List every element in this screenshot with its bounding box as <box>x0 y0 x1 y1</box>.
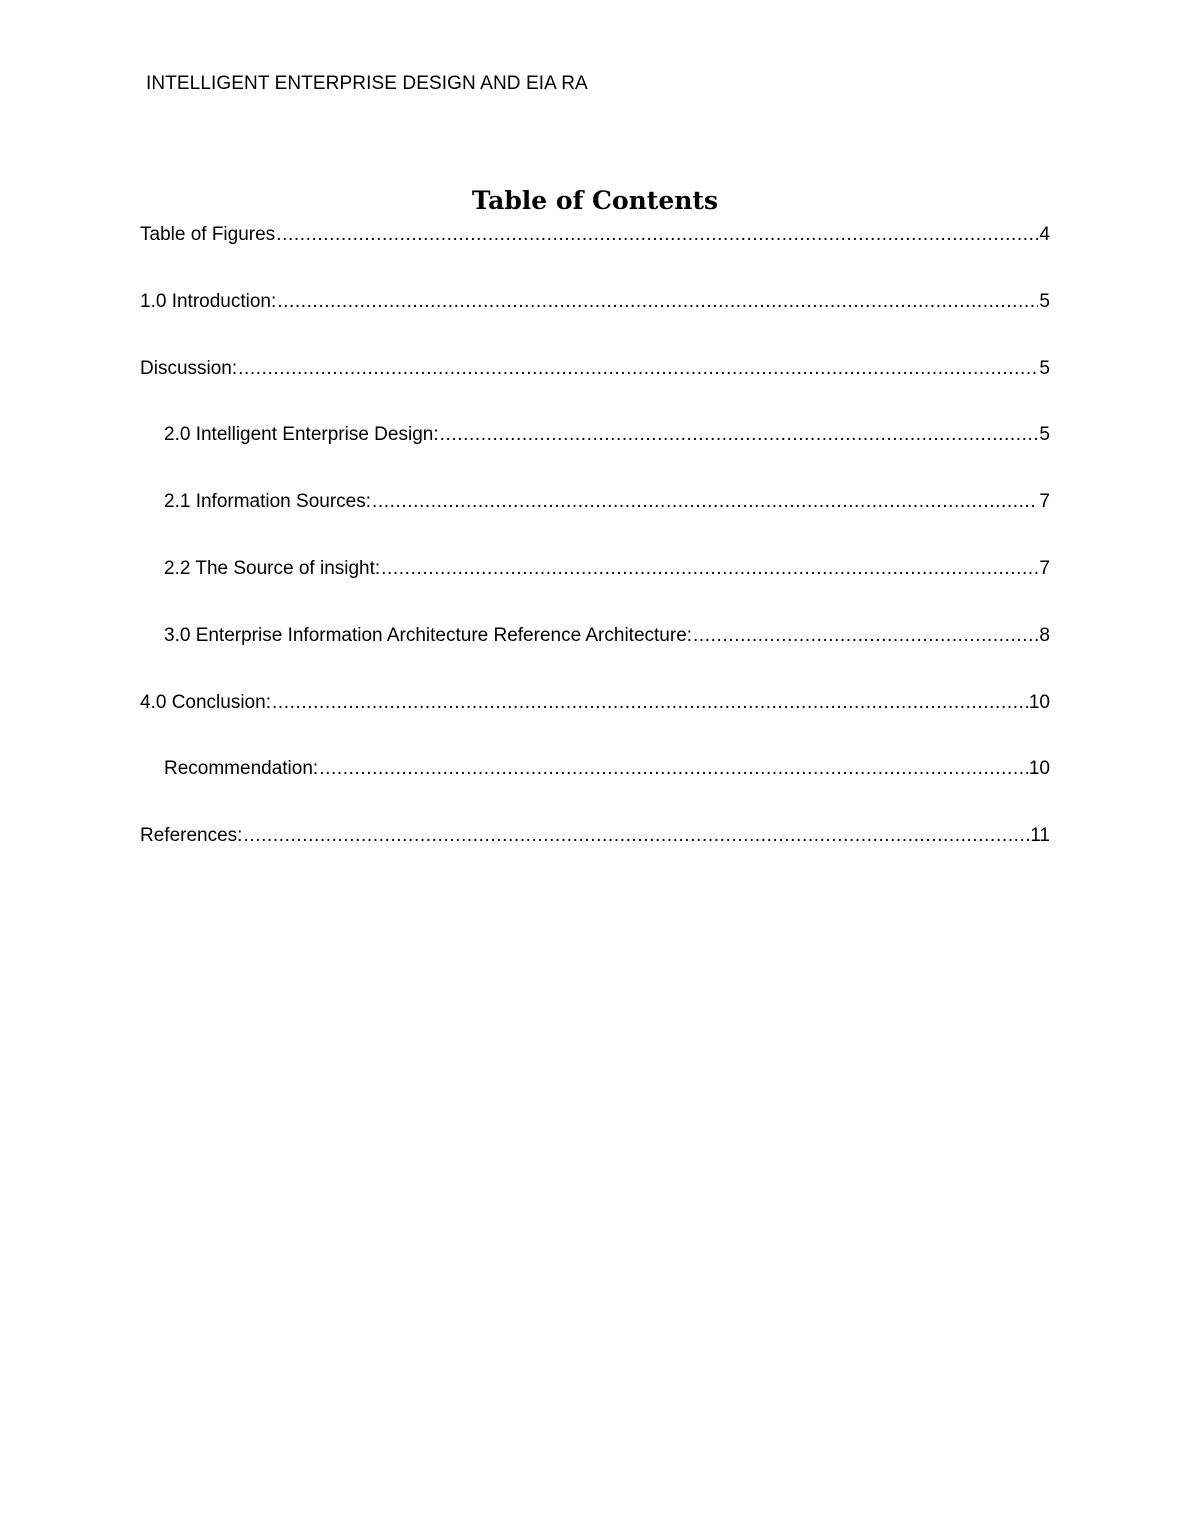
toc-entry-text: 1.0 Introduction: <box>140 290 277 312</box>
toc-entry-information-sources[interactable] <box>140 491 1050 558</box>
toc-dot-leader <box>372 491 1038 513</box>
toc-dot-leader <box>276 224 1038 246</box>
toc-dot-leader <box>272 692 1028 714</box>
toc-entry-text: 3.0 Enterprise Information Architecture Reference Architecture: <box>164 624 693 646</box>
toc-dot-leader <box>243 825 1029 847</box>
running-header: INTELLIGENT ENTERPRISE DESIGN AND EIA RA <box>146 73 588 94</box>
toc-entry-text: 2.1 Information Sources: <box>164 491 371 513</box>
toc-entry-text: Table of Figures <box>140 224 276 245</box>
toc-entry-text: 4.0 Conclusion: <box>140 691 271 713</box>
toc-entry-text: 2.0 Intelligent Enterprise Design: <box>164 424 439 446</box>
toc-dot-leader <box>693 625 1038 647</box>
toc-page-number: 4 <box>1039 224 1050 245</box>
toc-page-number: 8 <box>1039 624 1050 646</box>
toc-page-number: 10 <box>1028 758 1050 780</box>
toc-entry-source-of-insight[interactable] <box>140 558 1050 625</box>
toc-entry-references[interactable] <box>140 825 1050 892</box>
toc-page-number: 5 <box>1039 357 1050 379</box>
toc-entry-text: Discussion: <box>140 357 238 379</box>
toc-entry-introduction[interactable] <box>140 291 1050 358</box>
toc-dot-leader <box>238 358 1038 380</box>
toc-entry-text: References: <box>140 825 243 847</box>
toc-entry-text: 2.2 The Source of insight: <box>164 557 381 579</box>
table-of-contents <box>140 224 1050 892</box>
toc-page-number: 5 <box>1039 290 1050 312</box>
toc-dot-leader <box>319 758 1028 780</box>
toc-page-number: 7 <box>1039 491 1050 513</box>
toc-entry-eia-reference-architecture[interactable] <box>140 625 1050 692</box>
toc-entry-text: Recommendation: <box>164 758 319 780</box>
toc-entry-intelligent-enterprise-design[interactable] <box>140 424 1050 491</box>
toc-entry-table-of-figures[interactable] <box>140 224 1050 291</box>
toc-entry-conclusion[interactable] <box>140 692 1050 759</box>
toc-entry-discussion[interactable] <box>140 358 1050 425</box>
toc-dot-leader <box>277 291 1038 313</box>
toc-dot-leader <box>440 424 1039 446</box>
toc-page-number: 10 <box>1028 691 1050 713</box>
toc-entry-recommendation[interactable] <box>140 758 1050 825</box>
toc-page-number: 11 <box>1030 825 1050 847</box>
toc-page-number: 7 <box>1039 557 1050 579</box>
toc-dot-leader <box>381 558 1038 580</box>
toc-title: Table of Contents <box>471 186 719 215</box>
toc-page-number: 5 <box>1039 424 1050 446</box>
